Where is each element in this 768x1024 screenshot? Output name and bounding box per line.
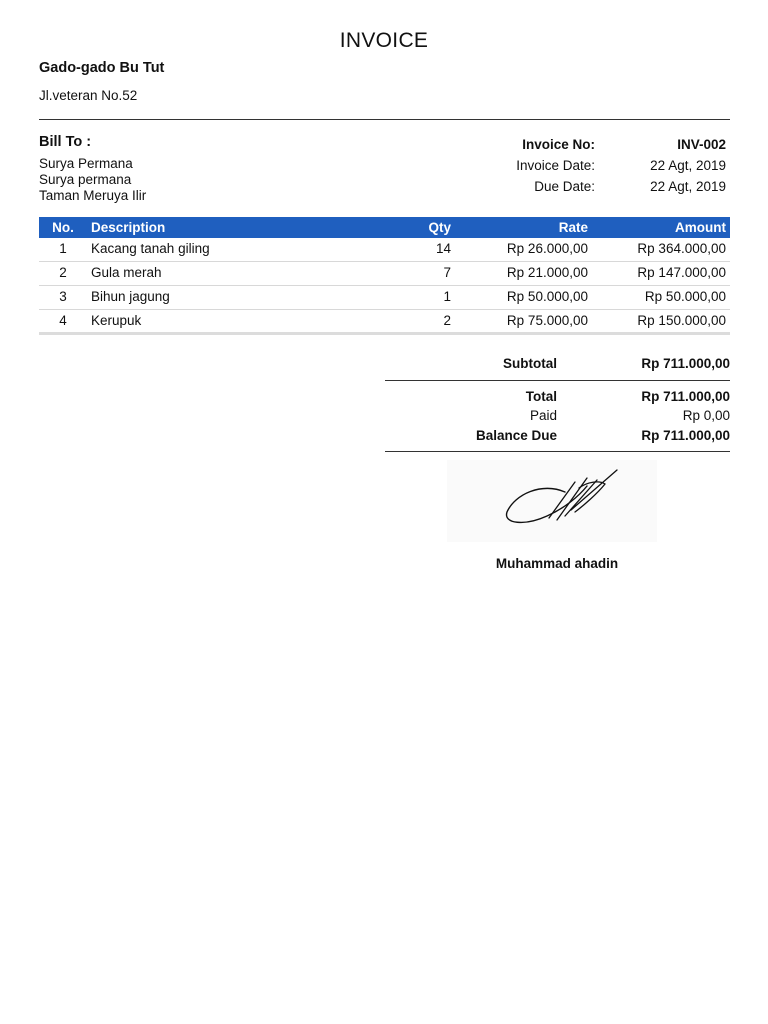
balance-due-value: Rp 711.000,00 — [641, 428, 730, 443]
row-amount: Rp 364.000,00 — [637, 241, 726, 256]
table-row — [39, 262, 730, 286]
company-address: Jl.veteran No.52 — [39, 88, 138, 103]
row-description: Kerupuk — [91, 313, 142, 328]
subtotal-label: Subtotal — [503, 356, 557, 371]
subtotal-value: Rp 711.000,00 — [641, 356, 730, 371]
table-row — [39, 310, 730, 335]
row-qty: 7 — [443, 265, 451, 280]
row-amount: Rp 50.000,00 — [644, 289, 726, 304]
summary-divider-bottom — [385, 451, 730, 452]
column-header-rate: Rate — [558, 220, 588, 235]
invoice-no-label: Invoice No: — [522, 137, 595, 152]
invoice-date-value: 22 Agt, 2019 — [650, 158, 726, 173]
paid-label: Paid — [529, 408, 557, 423]
paid-value: Rp 0,00 — [682, 408, 730, 423]
total-label: Total — [525, 389, 557, 404]
company-name: Gado-gado Bu Tut — [39, 60, 165, 76]
column-header-description: Description — [91, 220, 166, 235]
bill-to-label: Bill To : — [39, 134, 92, 150]
row-description: Bihun jagung — [91, 289, 170, 304]
due-date-label: Due Date: — [534, 179, 595, 194]
items-table — [39, 217, 730, 335]
column-header-amount: Amount — [675, 220, 726, 235]
due-date-value: 22 Agt, 2019 — [650, 179, 726, 194]
row-amount: Rp 150.000,00 — [637, 313, 726, 328]
table-row — [39, 286, 730, 310]
bill-to-address: Taman Meruya Ilir — [39, 188, 147, 203]
row-no: 2 — [59, 265, 67, 280]
signer-name: Muhammad ahadin — [495, 556, 619, 571]
row-no: 1 — [59, 241, 67, 256]
invoice-title: INVOICE — [339, 29, 429, 52]
column-header-qty: Qty — [428, 220, 451, 235]
table-row — [39, 238, 730, 262]
invoice-date-label: Invoice Date: — [516, 158, 595, 173]
total-value: Rp 711.000,00 — [641, 389, 730, 404]
bill-to-name: Surya Permana — [39, 156, 133, 171]
row-qty: 2 — [443, 313, 451, 328]
column-header-no: No. — [52, 220, 74, 235]
row-rate: Rp 26.000,00 — [506, 241, 588, 256]
row-no: 4 — [59, 313, 67, 328]
row-rate: Rp 21.000,00 — [506, 265, 588, 280]
row-description: Kacang tanah giling — [91, 241, 210, 256]
invoice-no-value: INV-002 — [677, 137, 726, 152]
summary-divider-top — [385, 380, 730, 381]
row-rate: Rp 50.000,00 — [506, 289, 588, 304]
row-amount: Rp 147.000,00 — [637, 265, 726, 280]
row-no: 3 — [59, 289, 67, 304]
table-header — [39, 217, 730, 238]
header-divider — [39, 119, 730, 120]
bill-to-company: Surya permana — [39, 172, 132, 187]
row-qty: 1 — [443, 289, 451, 304]
balance-due-label: Balance Due — [475, 428, 557, 443]
row-qty: 14 — [435, 241, 451, 256]
handwritten-signature — [447, 460, 657, 542]
row-rate: Rp 75.000,00 — [506, 313, 588, 328]
signature-image — [447, 460, 657, 542]
row-description: Gula merah — [91, 265, 162, 280]
